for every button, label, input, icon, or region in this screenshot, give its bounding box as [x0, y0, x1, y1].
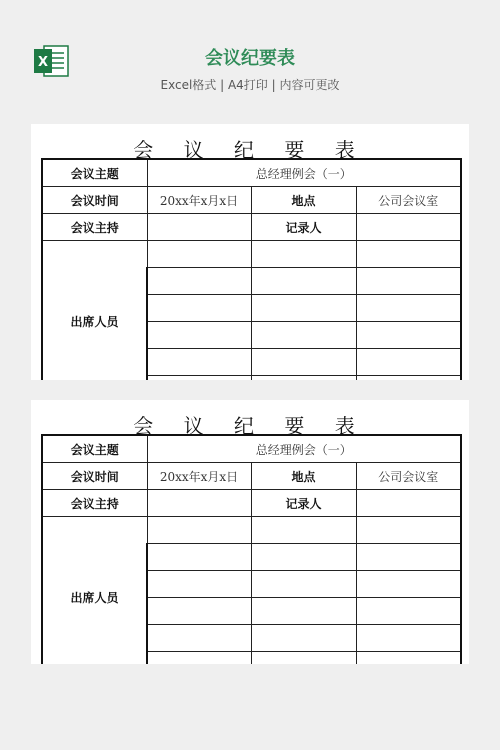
table-row — [42, 490, 461, 517]
page-subtitle: Excel格式 | A4打印 | 内容可更改 — [160, 78, 340, 92]
topic-value[interactable]: 总经理例会（一） — [147, 435, 461, 463]
topic-label: 会议主题 — [42, 435, 147, 463]
attendee-cell[interactable] — [251, 598, 356, 625]
attendee-cell[interactable] — [251, 268, 356, 295]
time-value[interactable]: 20xx年x月x日 — [147, 187, 251, 214]
excel-icon-letter: X — [37, 55, 49, 70]
host-value[interactable] — [147, 214, 251, 241]
form-card-2 — [31, 400, 469, 664]
attendee-cell[interactable] — [147, 625, 251, 652]
attendee-cell[interactable] — [356, 598, 461, 625]
attendee-cell[interactable] — [356, 295, 461, 322]
attendee-cell[interactable] — [251, 625, 356, 652]
place-value[interactable]: 公司会议室 — [356, 463, 461, 490]
attendee-cell[interactable] — [147, 295, 251, 322]
attendee-cell[interactable] — [356, 517, 461, 544]
host-value[interactable] — [147, 490, 251, 517]
place-label: 地点 — [251, 463, 356, 490]
attendee-cell[interactable] — [147, 322, 251, 349]
host-label: 会议主持 — [42, 490, 147, 517]
table-row — [42, 435, 461, 463]
page-title: 会议纪要表 — [205, 48, 295, 69]
attendee-cell[interactable] — [356, 625, 461, 652]
attendee-cell[interactable] — [356, 241, 461, 268]
attendee-cell[interactable] — [251, 241, 356, 268]
attendee-cell[interactable] — [147, 241, 251, 268]
form-heading: 会 议 纪 要 表 — [133, 138, 367, 162]
attendee-cell[interactable] — [356, 322, 461, 349]
attendee-cell[interactable] — [251, 544, 356, 571]
attendee-cell[interactable] — [147, 349, 251, 376]
attendee-cell[interactable] — [356, 376, 461, 381]
attendee-cell[interactable] — [147, 598, 251, 625]
recorder-label: 记录人 — [251, 490, 356, 517]
attendee-cell[interactable] — [251, 322, 356, 349]
time-label: 会议时间 — [42, 187, 147, 214]
attendee-cell[interactable] — [147, 376, 251, 381]
attendees-label: 出席人员 — [42, 517, 147, 665]
table-row — [42, 187, 461, 214]
attendee-cell[interactable] — [356, 349, 461, 376]
attendee-cell[interactable] — [251, 571, 356, 598]
recorder-label: 记录人 — [251, 214, 356, 241]
attendee-cell[interactable] — [356, 268, 461, 295]
attendee-cell[interactable] — [147, 268, 251, 295]
time-value[interactable]: 20xx年x月x日 — [147, 463, 251, 490]
attendee-cell[interactable] — [356, 571, 461, 598]
attendee-cell[interactable] — [356, 544, 461, 571]
recorder-value[interactable] — [356, 490, 461, 517]
header — [0, 0, 500, 110]
attendee-cell[interactable] — [251, 349, 356, 376]
attendee-cell[interactable] — [251, 295, 356, 322]
attendees-label: 出席人员 — [42, 241, 147, 381]
topic-value[interactable]: 总经理例会（一） — [147, 159, 461, 187]
recorder-value[interactable] — [356, 214, 461, 241]
minutes-table — [41, 434, 462, 664]
form-heading: 会 议 纪 要 表 — [133, 414, 367, 438]
topic-label: 会议主题 — [42, 159, 147, 187]
place-label: 地点 — [251, 187, 356, 214]
host-label: 会议主持 — [42, 214, 147, 241]
attendee-cell[interactable] — [147, 544, 251, 571]
attendee-cell[interactable] — [251, 517, 356, 544]
attendee-cell[interactable] — [356, 652, 461, 665]
table-row — [42, 159, 461, 187]
table-row — [42, 517, 461, 544]
form-card-1 — [31, 124, 469, 380]
attendee-cell[interactable] — [147, 652, 251, 665]
table-row — [42, 214, 461, 241]
table-row — [42, 241, 461, 268]
table-row — [42, 463, 461, 490]
attendee-cell[interactable] — [147, 571, 251, 598]
attendee-cell[interactable] — [251, 376, 356, 381]
attendee-cell[interactable] — [251, 652, 356, 665]
time-label: 会议时间 — [42, 463, 147, 490]
minutes-table — [41, 158, 462, 380]
place-value[interactable]: 公司会议室 — [356, 187, 461, 214]
attendee-cell[interactable] — [147, 517, 251, 544]
